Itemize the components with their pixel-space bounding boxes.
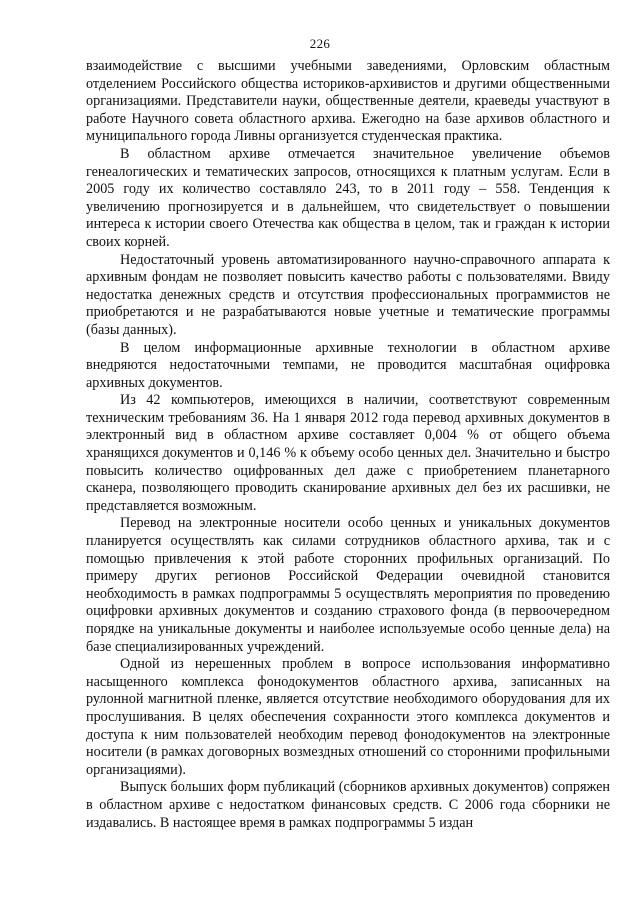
- paragraph-publications: Выпуск больших форм публикаций (сборников архивных документов) сопряжен в областном архиве с недостатком финансовых средств. С 2006 года сборники не издавались. В настоящее время в рамках подпрограммы 5 издан: [86, 779, 610, 831]
- paragraph-information-technologies: В целом информационные архивные технологии в областном архиве внедряются недостаточными темпами, не проводится масштабная оцифровка архивных документов.: [86, 339, 610, 391]
- paragraph-digitization: Перевод на электронные носители особо ценных и уникальных документов планируется осуществлять как силами сотрудников областного архива, так и с помощью привлечения к этой работе сторонних профильных организаций. По примеру других регионов Российской Федерации очевидной становится необходимость в рамках подпрограммы 5 осуществлять мероприятия по проведению оцифровки архивных документов и созданию страхового фонда (в первоочередном порядке на уникальные документы и наиболее используемые особо ценные дела) на базе специализированных учреждений.: [86, 515, 610, 655]
- document-body: [86, 58, 610, 832]
- paragraph-reference-apparatus: Недостаточный уровень автоматизированного научно-справочного аппарата к архивным фондам не позволяет повысить качество работы с пользователями. Ввиду недостатка денежных средств и отсутствия профессиональных программистов не приобретаются и не разрабатываются новые учетные и тематические программы (базы данных).: [86, 251, 610, 338]
- paragraph-computers: Из 42 компьютеров, имеющихся в наличии, соответствуют современным техническим требованиям 36. На 1 января 2012 года перевод архивных документов в электронный вид в областном архиве составляет 0,004 % от общего объема хранящихся документов и 0,146 % к объему особо ценных дел. Значительно и быстро повысить количество оцифрованных дел даже с приобретением планетарного сканера, позволяющего проводить сканирование архивных дел без их расшивки, не представляется возможным.: [86, 392, 610, 514]
- paragraph-continuation: взаимодействие с высшими учебными заведениями, Орловским областным отделением Российского общества историков-архивистов и другими общественными организациями. Представители науки, общественные деятели, краеведы участвуют в работе Научного совета областного архива. Ежегодно на базе архивов областного и муниципального города Ливны организуется студенческая практика.: [86, 58, 610, 145]
- paragraph-requests: В областном архиве отмечается значительное увеличение объемов генеалогических и тематических запросов, относящихся к платным услугам. Если в 2005 году их количество составляло 243, то в 2011 году – 558. Тенденция к увеличению прогнозируется и в дальнейшем, что свидетельствует о повышении интереса к истории своего Отечества как общества в целом, так и граждан к истории своих корней.: [86, 145, 610, 250]
- paragraph-phonodocuments: Одной из нерешенных проблем в вопросе использования информативно насыщенного комплекса фонодокументов областного архива, записанных на рулонной магнитной пленке, является отсутствие необходимого оборудования для их прослушивания. В целях обеспечения сохранности этого комплекса документов и доступа к ним пользователей необходим перевод фонодокументов на электронные носители (в рамках договорных возмездных отношений со сторонними профильными организациями).: [86, 656, 610, 778]
- page-number: 226: [309, 36, 331, 51]
